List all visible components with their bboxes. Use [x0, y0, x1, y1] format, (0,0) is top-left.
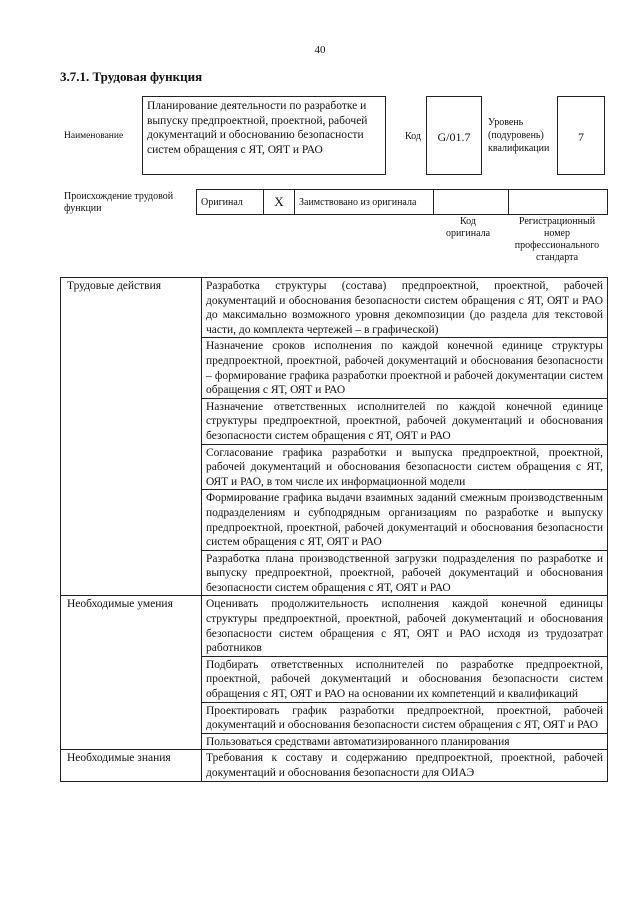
action-item: Разработка структуры (состава) предпроектной, проектной, рабочей документаций и обоснования безопасности систем обращения с ЯТ, ОЯТ и РАО до максимально возможного уровня декомпозиции (до раздела для текстовой части, до комплекта чертежей – в графической)	[202, 278, 608, 338]
function-table	[60, 277, 608, 782]
knowledge-label: Необходимые знания	[61, 750, 202, 781]
section-title: 3.7.1. Трудовая функция	[60, 69, 203, 84]
action-item: Разработка плана производственной загрузки подразделения по разработке и выпуску предпроектной, проектной, рабочей документаций и обоснования безопасности систем обращения с ЯТ, ОЯТ и РАО	[202, 550, 608, 596]
level-label: Уровень (подуровень) квалификации	[488, 117, 550, 154]
knowledge-item: Требования к составу и содержанию предпроектной, проектной, рабочей документаций и обоснования безопасности для ОИАЭ	[202, 750, 608, 781]
origin-reg-cell	[509, 190, 608, 215]
skills-label: Необходимые умения	[61, 596, 202, 750]
level-box	[557, 96, 605, 175]
action-item: Назначение ответственных исполнителей по каждой конечной единице структуры предпроектной, проектной, рабочей документаций и обоснования безопасности систем обращения с ЯТ, ОЯТ и РАО	[202, 398, 608, 444]
origin-mark: X	[264, 190, 295, 215]
table-row	[61, 596, 608, 656]
level-value: 7	[578, 130, 584, 144]
action-item: Согласование графика разработки и выпуска предпроектной, проектной, рабочей документаций и обоснования безопасности систем обращения с ЯТ, ОЯТ и РАО, в том числе их информационной модели	[202, 444, 608, 490]
origin-table	[196, 189, 608, 215]
code-original-caption: Код оригинала	[445, 216, 491, 239]
code-value: G/01.7	[437, 130, 471, 144]
reg-number-caption: Регистрационный номер профессионального стандарта	[514, 216, 600, 263]
page-number: 40	[314, 44, 326, 56]
skill-item: Пользоваться средствами автоматизированного планирования	[202, 733, 608, 750]
table-row	[61, 750, 608, 781]
origin-original: Оригинал	[197, 190, 264, 215]
action-item: Назначение сроков исполнения по каждой конечной единице структуры предпроектной, проектной, рабочей документаций и обоснования безопасности – формирование графика разработки проектной и рабочей документации систем обращения с ЯТ, ОЯТ и РАО	[202, 338, 608, 398]
origin-borrowed: Заимствовано из оригинала	[295, 190, 434, 215]
origin-code-cell	[434, 190, 509, 215]
table-row	[61, 278, 608, 338]
code-box	[426, 96, 482, 175]
skill-item: Проектировать график разработки предпроектной, проектной, рабочей документаций и обоснования безопасности систем обращения с ЯТ, ОЯТ и РАО	[202, 702, 608, 733]
skill-item: Оценивать продолжительность исполнения каждой конечной единицы структуры предпроектной, проектной, рабочей документаций и обоснования безопасности систем обращения с ЯТ, ОЯТ и РАО исходя из трудозатрат работников	[202, 596, 608, 656]
function-name: Планирование деятельности по разработке и выпуску предпроектной, проектной, рабочей документаций и обоснованию безопасности систем обращения с ЯТ, ОЯТ и РАО	[147, 100, 368, 156]
code-label: Код	[405, 131, 421, 142]
actions-label: Трудовые действия	[61, 278, 202, 596]
function-name-box	[142, 96, 386, 175]
name-label: Наименование	[64, 131, 124, 141]
action-item: Формирование графика выдачи взаимных заданий смежным производственным подразделениям и субподрядным организациям по разработке и выпуску предпроектной, проектной, рабочей документаций и обоснования безопасности систем обращения с ЯТ, ОЯТ и РАО	[202, 490, 608, 550]
skill-item: Подбирать ответственных исполнителей по разработке предпроектной, проектной, рабочей документаций и обоснования безопасности систем обращения с ЯТ, ОЯТ и РАО на основании их компетенций и квалификаций	[202, 656, 608, 702]
origin-label: Происхождение трудовой функции	[64, 191, 174, 214]
